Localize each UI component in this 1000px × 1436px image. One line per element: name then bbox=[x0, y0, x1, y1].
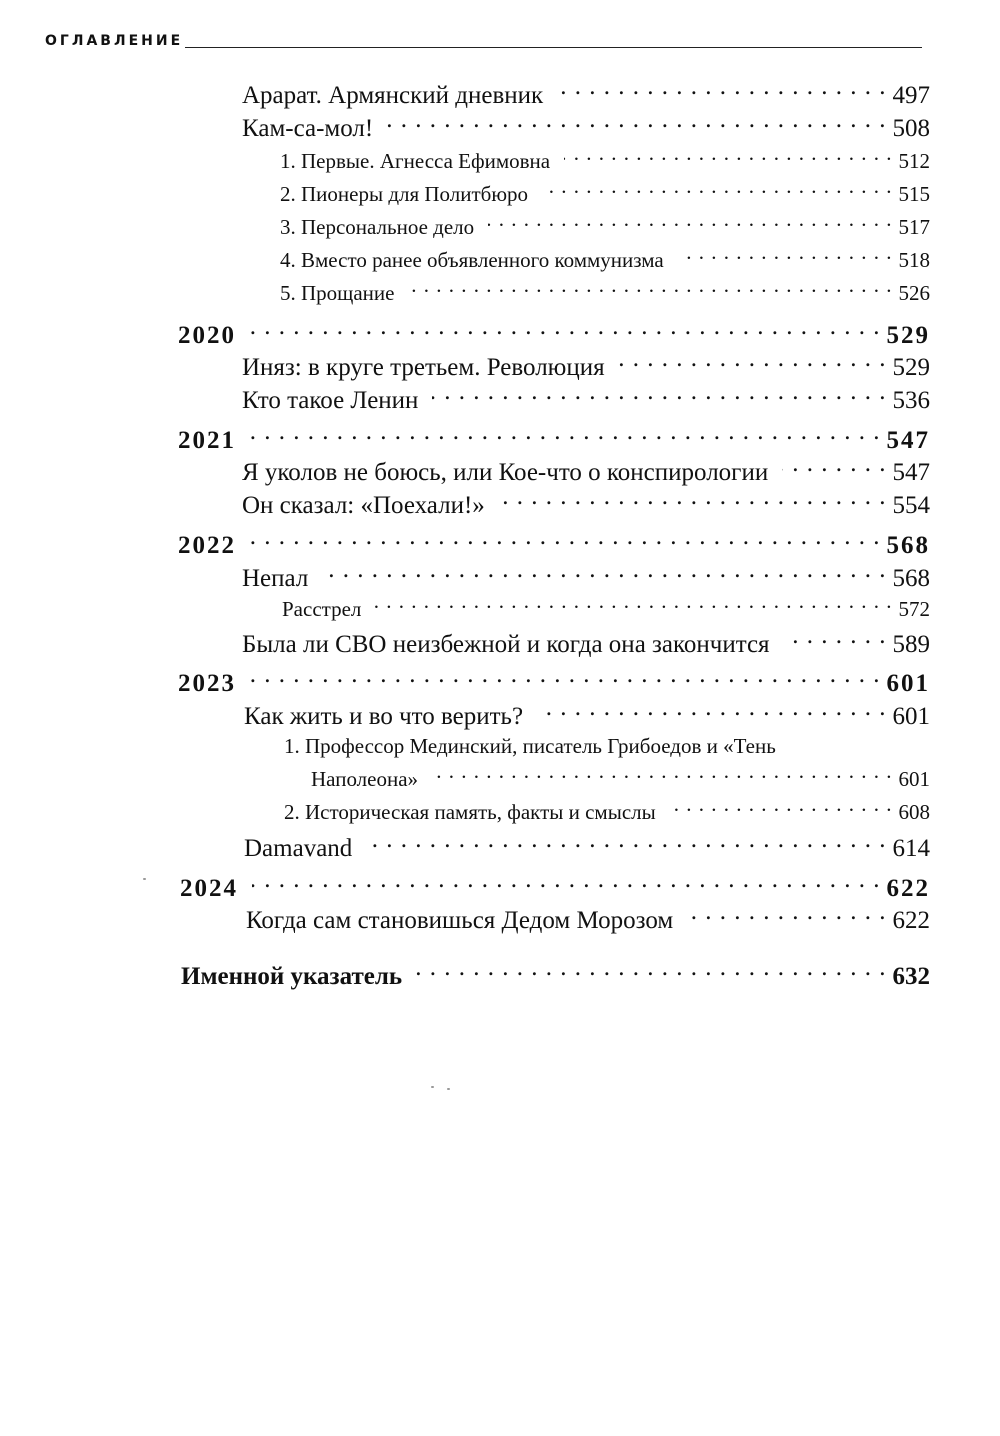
toc-entry-ded-moroz[interactable] bbox=[246, 903, 930, 935]
toc-entry-title: Кто такое Ленин bbox=[242, 387, 419, 414]
dot-leader bbox=[252, 871, 881, 896]
toc-entry-svo[interactable] bbox=[242, 627, 930, 659]
dot-leader bbox=[670, 798, 893, 819]
print-speck bbox=[431, 1086, 434, 1088]
dot-leader bbox=[488, 213, 892, 234]
toc-entry-title: Я уколов не боюсь, или Кое-что о конспирологии bbox=[242, 459, 769, 486]
dot-leader bbox=[678, 246, 893, 267]
dot-leader bbox=[432, 765, 892, 786]
toc-subentry-pamyat[interactable] bbox=[284, 798, 930, 825]
toc-subentry-3[interactable] bbox=[280, 213, 930, 240]
toc-entry-name-index[interactable] bbox=[181, 959, 930, 991]
toc-entry-page: 547 bbox=[886, 427, 930, 454]
toc-entry-page: 622 bbox=[892, 907, 930, 934]
toc-entry-title: 2. Историческая память, факты и смыслы bbox=[284, 800, 656, 824]
toc-entry-page: 601 bbox=[892, 703, 930, 730]
toc-subentry-medinsky[interactable] bbox=[311, 765, 930, 792]
toc-entry-title: 2021 bbox=[178, 427, 236, 454]
dot-leader bbox=[542, 180, 892, 201]
toc-entry-page: 517 bbox=[898, 215, 930, 239]
toc-entry-page: 497 bbox=[892, 82, 930, 109]
toc-entry-ukolov[interactable] bbox=[242, 455, 930, 487]
toc-entry-title-continuation: Наполеона» bbox=[311, 767, 419, 791]
dot-leader bbox=[432, 383, 886, 408]
toc-entry-page: 536 bbox=[892, 387, 930, 414]
toc-year-2020[interactable] bbox=[178, 318, 930, 350]
toc-entry-inyaz[interactable] bbox=[242, 350, 930, 382]
toc-entry-page: 512 bbox=[898, 149, 930, 173]
toc-entry-poehali[interactable] bbox=[242, 488, 930, 520]
toc-entry-title: Как жить и во что верить? bbox=[244, 703, 524, 730]
toc-entry-title: 2024 bbox=[180, 875, 238, 902]
toc-entry-title: Кам-са-мол! bbox=[242, 115, 374, 142]
toc-entry-title: Была ли СВО неизбежной и когда она закончится bbox=[242, 631, 770, 658]
toc-entry-kak-zhit[interactable] bbox=[244, 699, 930, 731]
toc-entry-title: 2020 bbox=[178, 322, 236, 349]
toc-entry-title: 2022 bbox=[178, 532, 236, 559]
dot-leader bbox=[387, 111, 886, 136]
dot-leader bbox=[250, 528, 881, 553]
toc-subentry-5[interactable] bbox=[280, 279, 930, 306]
toc-entry-lenin[interactable] bbox=[242, 383, 930, 415]
toc-entry-page: 614 bbox=[892, 835, 930, 862]
toc-subentry-4[interactable] bbox=[280, 246, 930, 273]
dot-leader bbox=[499, 488, 887, 513]
toc-entry-title: 4. Вместо ранее объявленного коммунизма bbox=[280, 248, 664, 272]
toc-subentry-rasstrel[interactable] bbox=[282, 595, 930, 622]
dot-leader bbox=[619, 350, 887, 375]
toc-entry-title: Иняз: в круге третьем. Революция bbox=[242, 354, 605, 381]
toc-entry-page: 601 bbox=[898, 767, 930, 791]
dot-leader bbox=[250, 423, 881, 448]
toc-entry-damavand[interactable] bbox=[244, 831, 930, 863]
dot-leader bbox=[687, 903, 886, 928]
toc-subentry-2[interactable] bbox=[280, 180, 930, 207]
toc-entry-nepal[interactable] bbox=[242, 561, 930, 593]
toc-year-2024[interactable] bbox=[180, 871, 930, 903]
toc-entry-title: 1. Первые. Агнесса Ефимовна bbox=[280, 149, 551, 173]
dot-leader bbox=[782, 455, 886, 480]
dot-leader bbox=[416, 959, 886, 984]
toc-entry-kamsamol[interactable] bbox=[242, 111, 930, 143]
toc-entry-page: 518 bbox=[898, 248, 930, 272]
toc-entry-title: Именной указатель bbox=[181, 963, 403, 990]
toc-entry-title: Непал bbox=[242, 565, 309, 592]
dot-leader bbox=[322, 561, 886, 586]
print-speck bbox=[143, 878, 146, 880]
toc-entry-page: 529 bbox=[886, 322, 930, 349]
toc-entry-page: 529 bbox=[892, 354, 930, 381]
toc-subentry-1[interactable] bbox=[280, 147, 930, 174]
toc-subentry-medinsky-line1[interactable]: 1. Профессор Мединский, писатель Грибоедов и «Тень bbox=[284, 734, 776, 758]
dot-leader bbox=[408, 279, 892, 300]
print-speck bbox=[447, 1088, 450, 1090]
toc-entry-page: 608 bbox=[898, 800, 930, 824]
toc-year-2021[interactable] bbox=[178, 423, 930, 455]
toc-entry-ararat[interactable] bbox=[242, 78, 930, 110]
toc-entry-title: Арарат. Армянский дневник bbox=[242, 82, 544, 109]
toc-entry-page: 554 bbox=[892, 492, 930, 519]
toc-entry-title: 3. Персональное дело bbox=[280, 215, 475, 239]
toc-entry-title: Расстрел bbox=[282, 597, 362, 621]
toc-entry-page: 572 bbox=[898, 597, 930, 621]
running-header: ОГЛАВЛЕНИЕ bbox=[45, 33, 184, 49]
dot-leader bbox=[250, 666, 881, 691]
toc-entry-title: Он сказал: «Поехали!» bbox=[242, 492, 485, 519]
toc-entry-title: Когда сам становишься Дедом Морозом bbox=[246, 907, 674, 934]
toc-entry-page: 526 bbox=[898, 281, 930, 305]
dot-leader bbox=[784, 627, 887, 652]
toc-entry-title: Damavand bbox=[244, 835, 353, 862]
dot-leader bbox=[250, 318, 881, 343]
dot-leader bbox=[366, 831, 886, 856]
dot-leader bbox=[375, 595, 892, 616]
toc-entry-title: 5. Прощание bbox=[280, 281, 395, 305]
toc-entry-title: 2023 bbox=[178, 670, 236, 697]
dot-leader bbox=[564, 147, 892, 168]
toc-year-2023[interactable] bbox=[178, 666, 930, 698]
toc-entry-page: 589 bbox=[892, 631, 930, 658]
toc-year-2022[interactable] bbox=[178, 528, 930, 560]
toc-entry-title: 2. Пионеры для Политбюро bbox=[280, 182, 529, 206]
dot-leader bbox=[537, 699, 886, 724]
toc-entry-page: 568 bbox=[892, 565, 930, 592]
dot-leader bbox=[557, 78, 886, 103]
toc-entry-page: 601 bbox=[886, 670, 930, 697]
toc-entry-page: 508 bbox=[892, 115, 930, 142]
toc-entry-page: 568 bbox=[886, 532, 930, 559]
toc-entry-page: 515 bbox=[898, 182, 930, 206]
toc-entry-page: 622 bbox=[886, 875, 930, 902]
toc-entry-page: 547 bbox=[892, 459, 930, 486]
toc-entry-page: 632 bbox=[892, 963, 930, 990]
